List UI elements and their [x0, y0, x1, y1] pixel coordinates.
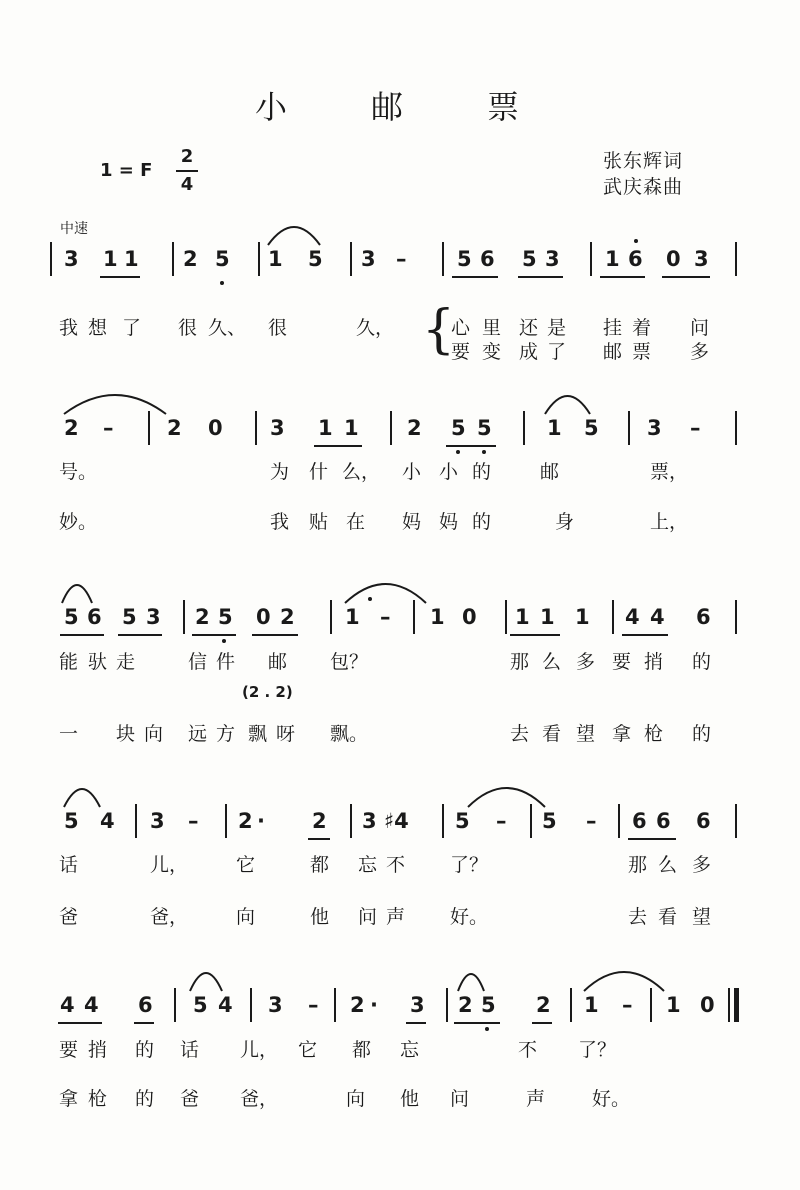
barline: [135, 804, 137, 838]
lyric-verse-1: 么: [658, 854, 678, 876]
note: 2: [312, 809, 327, 833]
barline: [350, 242, 352, 276]
beam-underline: [252, 634, 298, 636]
beam-underline: [118, 634, 162, 636]
barline: [174, 988, 176, 1022]
lyric-verse-1: 还: [519, 317, 539, 339]
beam-underline: [192, 634, 236, 636]
note: 0: [256, 605, 271, 629]
lyric-verse-1: 么，: [342, 461, 381, 483]
beam-underline: [100, 276, 140, 278]
barline: [255, 411, 257, 445]
lyric-verse-1: 号。: [59, 461, 98, 483]
barline: [735, 242, 737, 276]
beam-underline: [454, 1022, 500, 1024]
lyric-verse-2: 飘。: [330, 723, 369, 745]
note: 0: [700, 993, 715, 1017]
slur: [584, 973, 664, 993]
note: –: [308, 993, 319, 1017]
note: 1: [584, 993, 599, 1017]
note: –: [690, 416, 701, 440]
lyric-verse-1: 不: [386, 854, 406, 876]
note: 5: [522, 247, 537, 271]
lyric-verse-1: 多: [692, 854, 712, 876]
slur: [190, 973, 222, 993]
lyric-verse-2: 飘: [248, 723, 268, 745]
octave-dot-below: [222, 639, 226, 643]
lyric-verse-2: 向: [346, 1088, 366, 1110]
barline: [735, 804, 737, 838]
lyricist-credit: 张东辉词: [603, 150, 684, 172]
note: 3: [270, 416, 285, 440]
barline: [523, 411, 525, 445]
lyric-verse-2: 好。: [450, 906, 489, 928]
note: 2: [238, 809, 253, 833]
lyric-verse-2: 问: [358, 906, 378, 928]
barline: [628, 411, 630, 445]
slur: [345, 585, 426, 605]
lyric-verse-1: 票，: [650, 461, 689, 483]
lyric-verse-1: 心: [451, 317, 471, 339]
music-system-5: [0, 991, 800, 1019]
lyric-verse-2: 远: [188, 723, 208, 745]
lyric-verse-2: 呀: [276, 723, 296, 745]
note: –: [380, 605, 391, 629]
barline: [612, 600, 614, 634]
lyric-verse-1: 话: [59, 854, 79, 876]
barline: [148, 411, 150, 445]
slur: [545, 396, 590, 416]
lyric-verse-1: 久、: [208, 317, 247, 339]
music-system-1: [0, 245, 800, 273]
barline: [530, 804, 532, 838]
note: 3: [361, 247, 376, 271]
lyric-verse-1: 了？: [578, 1039, 617, 1061]
lyric-verse-1: 多: [576, 651, 596, 673]
note: 2: [64, 416, 79, 440]
lyric-verse-2: 向: [144, 723, 164, 745]
lyric-verse-2: 爸，: [150, 906, 189, 928]
lyric-verse-1: 不: [518, 1039, 538, 1061]
lyric-verse-2: 问: [450, 1088, 470, 1110]
slur: [64, 789, 100, 809]
lyric-verse-1: 那: [628, 854, 648, 876]
beam-underline: [600, 276, 645, 278]
lyric-verse-1: 的: [472, 461, 492, 483]
barline: [390, 411, 392, 445]
note: 6: [696, 809, 711, 833]
octave-dot-above: [634, 239, 638, 243]
note: 0: [208, 416, 223, 440]
lyric-verse-1: 信: [188, 651, 208, 673]
lyric-verse-1: 忘: [358, 854, 378, 876]
key-signature: 1 = F: [100, 160, 153, 181]
song-title: 小 邮 票: [254, 88, 545, 126]
beam-underline: [628, 838, 676, 840]
note: 6: [632, 809, 647, 833]
lyric-verse-1: 着: [632, 317, 652, 339]
lyric-verse-1: 捎: [88, 1039, 108, 1061]
barline: [570, 988, 572, 1022]
beam-underline: [308, 838, 330, 840]
lyric-brace: {: [422, 300, 456, 360]
beam-underline: [662, 276, 710, 278]
beam-underline: [446, 445, 496, 447]
note: 4: [650, 605, 665, 629]
lyric-verse-1: 驮: [88, 651, 108, 673]
lyric-verse-1: 它: [298, 1039, 318, 1061]
lyric-verse-1: 要: [59, 1039, 79, 1061]
lyric-verse-2: 块: [116, 723, 136, 745]
note: 1: [605, 247, 620, 271]
time-signature: [176, 146, 198, 196]
note: 2: [183, 247, 198, 271]
barline: [172, 242, 174, 276]
lyric-verse-2: 爸: [180, 1088, 200, 1110]
note: 5: [481, 993, 496, 1017]
note: –: [396, 247, 407, 271]
note: 1: [318, 416, 333, 440]
note: 0: [462, 605, 477, 629]
lyric-verse-1: 那: [510, 651, 530, 673]
octave-dot-below: [456, 450, 460, 454]
lyric-verse-2: 上，: [650, 511, 689, 533]
barline: [728, 988, 730, 1022]
lyric-verse-1: 想: [88, 317, 108, 339]
slur: [64, 396, 166, 416]
slur: [268, 227, 320, 247]
lyric-verse-2: 妈: [402, 511, 422, 533]
octave-dot-below: [485, 1027, 489, 1031]
lyric-verse-2: 他: [310, 906, 330, 928]
lyric-verse-1: 邮: [540, 461, 560, 483]
final-barline: [734, 988, 739, 1022]
note: 1: [540, 605, 555, 629]
slur: [62, 585, 92, 605]
note: 3: [694, 247, 709, 271]
lyric-verse-1: 的: [692, 651, 712, 673]
lyric-verse-1: 问: [690, 317, 710, 339]
note: 1: [345, 605, 360, 629]
time-signature-bottom: 4: [180, 174, 194, 195]
note: 5: [308, 247, 323, 271]
time-signature-top: 2: [180, 146, 194, 167]
note: 3: [362, 809, 377, 833]
barline: [413, 600, 415, 634]
slur: [468, 789, 545, 809]
barline: [334, 988, 336, 1022]
music-system-4: [0, 807, 800, 835]
note: 5: [455, 809, 470, 833]
lyric-verse-2: 在: [346, 511, 366, 533]
note: 6: [138, 993, 153, 1017]
barline: [225, 804, 227, 838]
tempo-marking: 中速: [60, 221, 88, 237]
lyric-verse-1: 儿，: [240, 1039, 279, 1061]
lyric-verse-1: 什: [309, 461, 329, 483]
lyric-verse-2: 的: [135, 1088, 155, 1110]
lyric-verse-2: 了: [547, 341, 567, 363]
lyric-verse-1: 捎: [644, 651, 664, 673]
lyric-verse-2: 妈: [439, 511, 459, 533]
lyric-verse-1: 了？: [450, 854, 489, 876]
note: 2: [458, 993, 473, 1017]
lyric-verse-1: 小: [439, 461, 459, 483]
note: 1: [547, 416, 562, 440]
note: 1: [103, 247, 118, 271]
barline: [735, 411, 737, 445]
lyric-verse-2: 多: [690, 341, 710, 363]
beam-underline: [406, 1022, 426, 1024]
note: 1: [344, 416, 359, 440]
barline: [350, 804, 352, 838]
note: 2: [195, 605, 210, 629]
note: 1: [575, 605, 590, 629]
note: 5: [193, 993, 208, 1017]
note: 3: [64, 247, 79, 271]
note: –: [103, 416, 114, 440]
lyric-verse-1: 挂: [603, 317, 623, 339]
note: 6: [87, 605, 102, 629]
note: 5: [451, 416, 466, 440]
lyric-verse-1: 了: [122, 317, 142, 339]
note: –: [188, 809, 199, 833]
lyric-verse-1: 走: [116, 651, 136, 673]
lyric-verse-1: 能: [59, 651, 79, 673]
note: 3: [545, 247, 560, 271]
lyric-verse-1: 邮: [268, 651, 288, 673]
lyric-verse-2: 票: [632, 341, 652, 363]
note: 1: [515, 605, 530, 629]
lyric-verse-2: 要: [451, 341, 471, 363]
note: 3: [150, 809, 165, 833]
note: 4: [218, 993, 233, 1017]
lyric-verse-2: 的: [472, 511, 492, 533]
note: 2: [280, 605, 295, 629]
lyric-verse-2: 贴: [309, 511, 329, 533]
lyric-verse-1: 都: [352, 1039, 372, 1061]
lyric-verse-2: 望: [576, 723, 596, 745]
note: 4: [100, 809, 115, 833]
note: 5: [457, 247, 472, 271]
lyric-verse-2: 看: [542, 723, 562, 745]
lyric-verse-2: 去: [628, 906, 648, 928]
note: 3: [268, 993, 283, 1017]
barline: [735, 600, 737, 634]
lyric-verse-1: 包？: [330, 651, 369, 673]
lyric-verse-1: 是: [547, 317, 567, 339]
lyric-verse-1: 很: [268, 317, 288, 339]
beam-underline: [518, 276, 563, 278]
note: 5: [215, 247, 230, 271]
lyric-verse-1: 忘: [400, 1039, 420, 1061]
octave-dot-below: [482, 450, 486, 454]
barline: [183, 600, 185, 634]
lyric-verse-2: 枪: [644, 723, 664, 745]
lyric-verse-1: 很: [178, 317, 198, 339]
note: 5: [542, 809, 557, 833]
beam-underline: [510, 634, 560, 636]
note: –: [622, 993, 633, 1017]
barline: [250, 988, 252, 1022]
beam-underline: [532, 1022, 552, 1024]
note: 6: [656, 809, 671, 833]
note: 3: [146, 605, 161, 629]
lyric-verse-1: 件: [216, 651, 236, 673]
barline: [258, 242, 260, 276]
barline: [505, 600, 507, 634]
lyric-verse-2: 爸: [59, 906, 79, 928]
lyric-verse-2: 妙。: [59, 511, 98, 533]
lyric-verse-2: 邮: [603, 341, 623, 363]
note: 4: [60, 993, 75, 1017]
note: ·: [370, 993, 378, 1017]
lyric-verse-1: 都: [310, 854, 330, 876]
note: 1: [268, 247, 283, 271]
note: 3: [647, 416, 662, 440]
note: 5: [584, 416, 599, 440]
lyric-verse-1: 要: [612, 651, 632, 673]
music-system-2: [0, 414, 800, 442]
note: 1: [124, 247, 139, 271]
barline: [442, 804, 444, 838]
barline: [50, 242, 52, 276]
barline: [446, 988, 448, 1022]
lyric-verse-1: 么: [542, 651, 562, 673]
beam-underline: [452, 276, 498, 278]
barline: [590, 242, 592, 276]
note: 4: [84, 993, 99, 1017]
note: 1: [666, 993, 681, 1017]
note: 2: [167, 416, 182, 440]
note: 6: [628, 247, 643, 271]
lyric-verse-2: 成: [519, 341, 539, 363]
lyric-verse-1: 久，: [356, 317, 395, 339]
lyric-verse-1: 它: [236, 854, 256, 876]
lyric-verse-2: 他: [400, 1088, 420, 1110]
lyric-verse-1: 儿，: [150, 854, 189, 876]
lyric-verse-2: 去: [510, 723, 530, 745]
lyric-verse-1: 我: [59, 317, 79, 339]
composer-credit: 武庆森曲: [603, 176, 684, 198]
note: 6: [696, 605, 711, 629]
note: 2: [536, 993, 551, 1017]
lyric-verse-2: 我: [270, 511, 290, 533]
lyric-verse-2: 枪: [88, 1088, 108, 1110]
lyric-verse-2: 声: [526, 1088, 546, 1110]
note: 1: [430, 605, 445, 629]
note: 2: [350, 993, 365, 1017]
beam-underline: [58, 1022, 102, 1024]
lyric-verse-1: 小: [402, 461, 422, 483]
music-system-3: [0, 603, 800, 631]
lyric-verse-2: 身: [555, 511, 575, 533]
lyric-verse-2: 爸，: [240, 1088, 279, 1110]
beam-underline: [60, 634, 104, 636]
note: 2: [407, 416, 422, 440]
lyric-verse-2: 好。: [592, 1088, 631, 1110]
beam-underline: [134, 1022, 154, 1024]
lyric-verse-1: 为: [270, 461, 290, 483]
lyric-verse-2: 方: [216, 723, 236, 745]
note: 5: [477, 416, 492, 440]
note: 5: [122, 605, 137, 629]
note: –: [586, 809, 597, 833]
lyric-verse-1: 的: [135, 1039, 155, 1061]
note: ♯4: [384, 809, 409, 833]
note: ·: [257, 809, 265, 833]
lyric-verse-2: 声: [386, 906, 406, 928]
note: 4: [625, 605, 640, 629]
lyric-verse-2: 变: [482, 341, 502, 363]
barline: [330, 600, 332, 634]
lyric-verse-2: 看: [658, 906, 678, 928]
lyric-verse-2: 一: [59, 723, 79, 745]
note: –: [496, 809, 507, 833]
beam-underline: [622, 634, 668, 636]
variant-notes: (2 . 2): [242, 683, 293, 701]
lyric-verse-2: 拿: [612, 723, 632, 745]
note: 0: [666, 247, 681, 271]
note: 3: [410, 993, 425, 1017]
barline: [618, 804, 620, 838]
octave-dot-below: [220, 281, 224, 285]
lyric-verse-2: 向: [236, 906, 256, 928]
lyric-verse-2: 的: [692, 723, 712, 745]
note: 5: [218, 605, 233, 629]
lyric-verse-1: 话: [180, 1039, 200, 1061]
note: 5: [64, 809, 79, 833]
note: 6: [480, 247, 495, 271]
slur: [458, 973, 484, 993]
lyric-verse-1: 里: [482, 317, 502, 339]
note: 5: [64, 605, 79, 629]
barline: [442, 242, 444, 276]
lyric-verse-2: 望: [692, 906, 712, 928]
lyric-verse-2: 拿: [59, 1088, 79, 1110]
barline: [650, 988, 652, 1022]
beam-underline: [314, 445, 362, 447]
